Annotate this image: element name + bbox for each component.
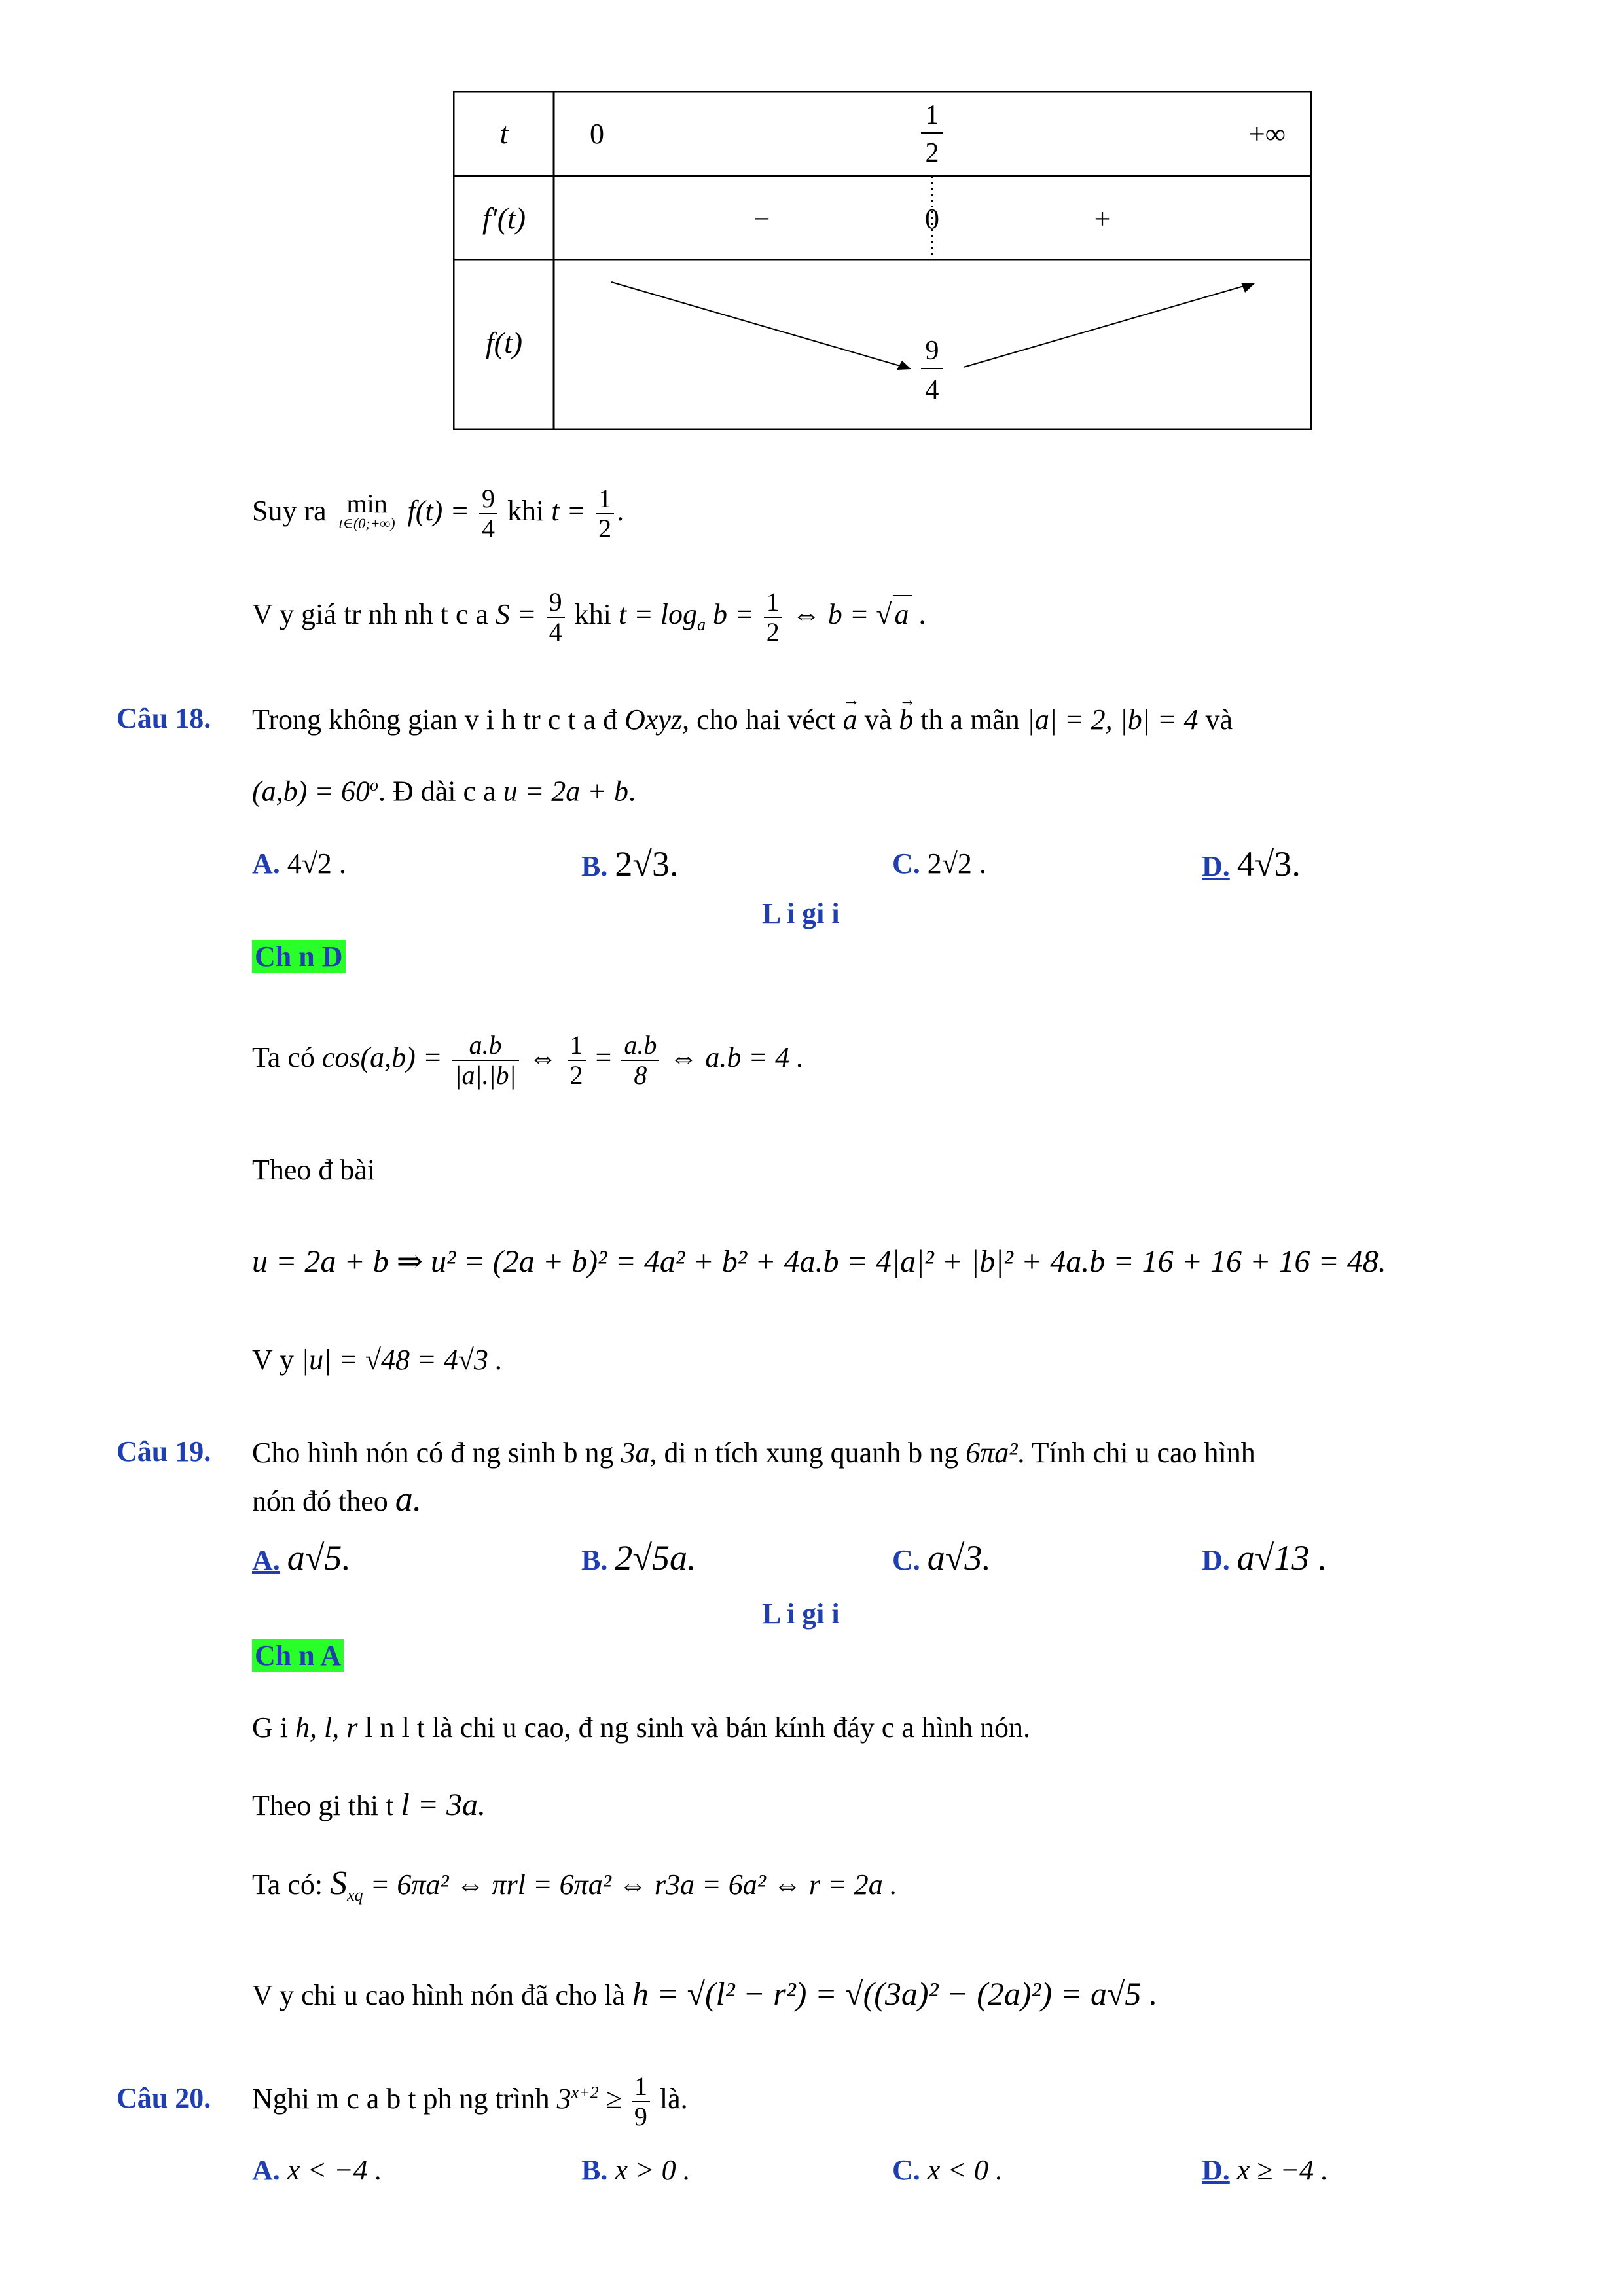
t-eq: t =	[551, 495, 586, 528]
khi: khi	[574, 598, 611, 631]
iff-b: ⇔ b =	[791, 598, 869, 631]
answer-letter: D.	[1202, 2154, 1230, 2186]
q19-solution-title: L i gi i	[762, 1598, 840, 1630]
q18-answer-c[interactable]	[892, 846, 986, 882]
q18-answer-a[interactable]	[252, 846, 346, 882]
degree: o	[370, 776, 378, 795]
question-19-text-line2	[252, 1480, 422, 1520]
text: và	[1205, 704, 1233, 736]
answer-value: x < −4 .	[287, 2154, 382, 2186]
q18-solution-line1	[252, 1031, 804, 1090]
num: 9	[547, 588, 565, 618]
fraction-dot-over-8	[621, 1031, 659, 1090]
sign-right: +	[1094, 203, 1111, 235]
answer-value: x < 0 .	[927, 2154, 1003, 2186]
den: 2	[598, 514, 612, 543]
func-expr: f(t) =	[407, 495, 470, 528]
answer-value: 2√2 .	[927, 848, 986, 880]
den: 9	[634, 2102, 647, 2131]
text: Theo gi thi t	[252, 1789, 394, 1821]
q19-solution-line4	[252, 1975, 1157, 2014]
question-18-label: Câu 18.	[117, 702, 211, 734]
num: 1	[764, 588, 782, 618]
condition-a: |a| = 2,	[1026, 704, 1113, 736]
den: 8	[634, 1060, 647, 1090]
q19-answer-c[interactable]	[892, 1539, 991, 1579]
text: và	[864, 704, 892, 736]
den: 4	[482, 514, 496, 543]
sign-zero: 0	[925, 203, 939, 235]
row-label-fprime: f′(t)	[482, 202, 526, 235]
arrow-decreasing	[611, 282, 905, 367]
min-label: min	[346, 489, 388, 518]
text: Trong không gian v i h tr c t a đ	[252, 704, 618, 736]
min-num: 9	[925, 336, 939, 366]
question-20-label: Câu 20.	[117, 2082, 211, 2114]
den: |a|.|b|	[454, 1060, 516, 1090]
conclusion-line-1	[252, 484, 624, 543]
q18-answer-b[interactable]	[581, 846, 679, 885]
condition-b: |b| = 4	[1119, 704, 1199, 736]
angle-expr: (a,b) = 60	[252, 775, 370, 808]
iff: ⇔	[528, 1041, 558, 1074]
answer-value: x ≥ −4 .	[1236, 2154, 1329, 2186]
answer-value: 2√3.	[615, 844, 679, 884]
given: l = 3a.	[401, 1787, 486, 1822]
answer-letter: A.	[252, 1544, 280, 1576]
answer-letter: B.	[581, 2154, 608, 2186]
cos-expr: cos(a,b) =	[321, 1041, 442, 1074]
text: V y giá tr nh nh t c a	[252, 598, 488, 631]
text: là.	[659, 2083, 688, 2115]
text: Ta có:	[252, 1869, 323, 1901]
conclusion-line-2: V y giá tr nh nh t c a S = $\frac{9}{4}$ khi $t = \log_a b$ = $\frac{1}{2}$ ⇔ b = √a .	[252, 587, 926, 647]
t-end: +∞	[1248, 118, 1286, 150]
u-expr: u = 2a + b	[503, 775, 628, 808]
text: . Tính chi u cao hình	[1017, 1437, 1255, 1469]
answer-value: 2√5a.	[615, 1538, 696, 1577]
answer-letter: C.	[892, 1544, 920, 1576]
answer-letter: A.	[252, 2154, 280, 2186]
q20-answer-c[interactable]	[892, 2152, 1003, 2189]
answer-value: a√5.	[287, 1538, 351, 1577]
text: . Đ dài c a	[378, 775, 496, 808]
base: 3	[556, 2083, 571, 2115]
text: V y chi u cao hình nón đã cho là	[252, 1979, 625, 2011]
eq: =	[595, 1041, 612, 1074]
q19-solution-line1	[252, 1710, 1030, 1746]
text: Ta có	[252, 1041, 315, 1074]
s-eq: S =	[495, 598, 537, 631]
answer-letter: D.	[1202, 850, 1230, 882]
row-label-t: t	[499, 117, 509, 150]
t-mid-den: 2	[925, 138, 939, 168]
text: V y	[252, 1344, 294, 1376]
result: ⇔ a.b = 4 .	[669, 1041, 804, 1074]
period: .	[628, 775, 636, 808]
text: l n l t là chi u cao, đ ng sinh và bán kính đáy c a hình nón.	[365, 1712, 1031, 1744]
den: 4	[549, 617, 562, 647]
q20-answer-d[interactable]	[1202, 2152, 1328, 2189]
answer-letter: A.	[252, 848, 280, 880]
num: 9	[479, 484, 497, 514]
answer-value: a√13 .	[1236, 1538, 1327, 1577]
fraction-9-4	[547, 588, 565, 647]
equation: = 6πa² ⇔ πrl = 6πa² ⇔ r3a = 6a² ⇔ r = 2a .	[370, 1869, 897, 1901]
period: .	[617, 495, 624, 528]
q19-solution-line2	[252, 1787, 486, 1824]
text: , di n tích xung quanh b ng	[649, 1437, 959, 1469]
lateral-area: 6πa²	[965, 1437, 1018, 1469]
text: , cho hai véct	[682, 704, 836, 736]
sign-left: −	[753, 203, 770, 235]
q19-chosen-answer: Ch n A	[252, 1639, 344, 1672]
ge: ≥	[605, 2083, 622, 2115]
text: Cho hình nón có đ ng sinh b ng	[252, 1437, 614, 1469]
q18-chosen-answer: Ch n D	[252, 940, 346, 973]
answer-value: 4√2 .	[287, 848, 346, 880]
b-eq: b =	[712, 598, 754, 631]
q20-answer-a[interactable]	[252, 2152, 382, 2189]
exponent: x+2	[571, 2083, 599, 2102]
row-label-f: f(t)	[485, 326, 523, 359]
height-formula: h = √(l² − r²) = √((3a)² − (2a)²) = a√5 .	[632, 1975, 1158, 2012]
slant-height: 3a	[621, 1437, 650, 1469]
num: a.b	[452, 1031, 519, 1061]
text: G i	[252, 1712, 288, 1744]
q19-solution-line3	[252, 1865, 897, 1914]
num: 1	[568, 1031, 586, 1061]
q18-solution-line3: u = 2a + b ⇒ u² = (2a + b)² = 4a² + b² + 4a.b = 4|a|² + |b|² + 4a.b = 16 + 16 + 16 = 48.	[252, 1244, 1386, 1279]
t-mid-num: 1	[925, 100, 939, 130]
t-start: 0	[590, 118, 604, 150]
q19-answer-b[interactable]	[581, 1539, 696, 1579]
q20-answer-b[interactable]	[581, 2152, 691, 2189]
variation-table	[453, 91, 1312, 430]
period: .	[918, 598, 926, 631]
log-expr: t = log	[618, 598, 697, 631]
answer-letter: C.	[892, 2154, 920, 2186]
variables: h, l, r	[295, 1712, 358, 1744]
answer-letter: B.	[581, 1544, 608, 1576]
variation-table-svg	[453, 91, 1312, 430]
answer-letter: D.	[1202, 1544, 1230, 1576]
s-subscript: xq	[347, 1885, 363, 1905]
fraction-1-9	[632, 2072, 650, 2131]
q19-answer-a[interactable]	[252, 1539, 351, 1579]
text: nón đó theo	[252, 1485, 388, 1517]
answer-value: x > 0 .	[615, 2154, 691, 2186]
result: |u| = √48 = 4√3 .	[300, 1344, 503, 1376]
question-20-text	[252, 2072, 688, 2131]
fraction-1-2	[596, 484, 614, 543]
question-19-label: Câu 19.	[117, 1435, 211, 1467]
answer-value: 4√3.	[1236, 844, 1301, 884]
q18-answer-d[interactable]	[1202, 846, 1301, 885]
fraction-1-2	[764, 588, 782, 647]
text: th a mãn	[920, 704, 1020, 736]
s-symbol: S	[330, 1865, 348, 1902]
den: 2	[569, 1060, 583, 1090]
vector-b: → b	[899, 702, 913, 738]
answer-letter: B.	[581, 850, 608, 882]
question-18-text-line1	[252, 702, 1233, 738]
q18-solution-line4	[252, 1342, 503, 1378]
q18-solution-title: L i gi i	[762, 897, 840, 929]
fraction-dot-over-norms	[452, 1031, 519, 1090]
answer-value: a√3.	[927, 1538, 991, 1577]
log-base: a	[696, 615, 706, 634]
question-19-text-line1	[252, 1435, 1255, 1471]
oxyz: Oxyz	[624, 704, 683, 736]
arrow-increasing	[964, 285, 1248, 367]
text: Nghi m c a b t ph ng trình	[252, 2083, 550, 2115]
khi: khi	[507, 495, 545, 528]
fraction-1-2	[568, 1031, 586, 1090]
question-18-text-line2	[252, 767, 636, 810]
radicand: a	[893, 595, 912, 633]
q19-answer-d[interactable]	[1202, 1539, 1327, 1579]
min-den: 4	[925, 375, 939, 405]
fraction-9-4	[479, 484, 497, 543]
num: a.b	[621, 1031, 659, 1061]
den: 2	[766, 617, 780, 647]
text: Suy ra	[252, 495, 327, 528]
q18-solution-line2: Theo đ bài	[252, 1154, 376, 1186]
min-subscript: t∈(0;+∞)	[338, 515, 395, 531]
answer-letter: C.	[892, 848, 920, 880]
variable-a: a.	[395, 1479, 422, 1518]
num: 1	[632, 2072, 650, 2102]
num: 1	[596, 484, 614, 514]
vector-a: → a	[843, 702, 857, 738]
